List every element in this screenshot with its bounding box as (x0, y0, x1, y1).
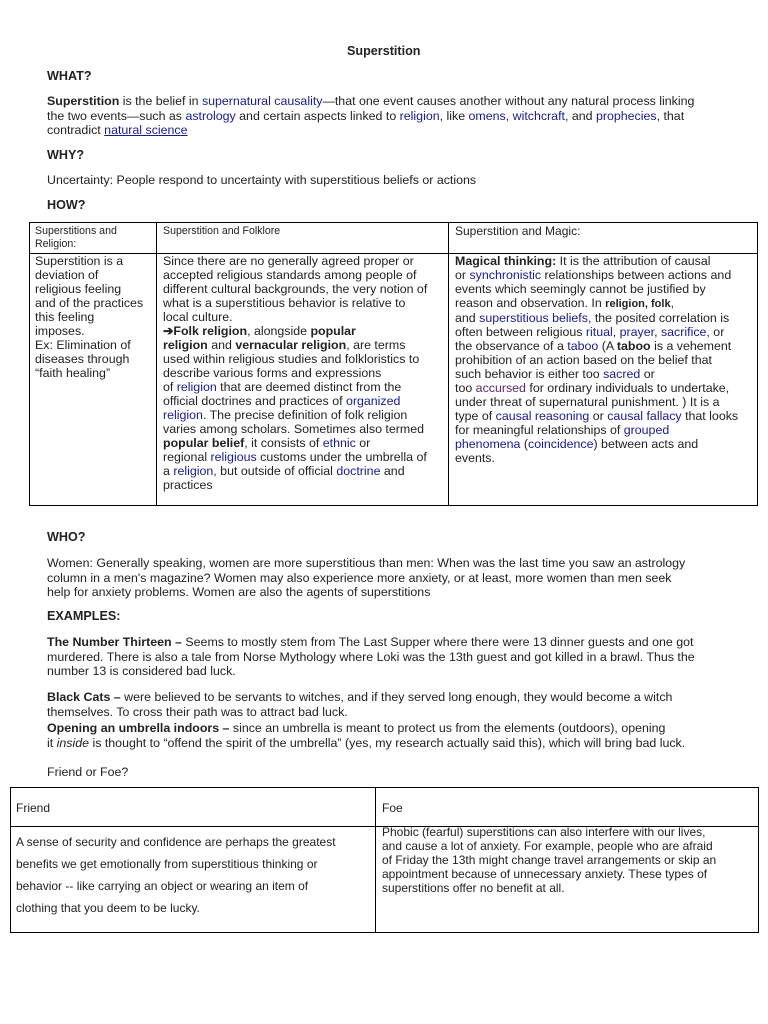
why-text: Uncertainty: People respond to uncertainty with superstitious beliefs or actions (47, 173, 477, 187)
link-astrology[interactable]: astrology (185, 108, 236, 123)
link-synchronistic[interactable]: synchronistic (469, 268, 542, 282)
text: too (455, 381, 476, 395)
link-omens[interactable]: omens (468, 108, 506, 123)
link-prophecies[interactable]: prophecies (595, 108, 657, 123)
text: the observance of a (455, 339, 568, 353)
header-line: Superstitions and (35, 225, 117, 237)
link-organized-religion-2[interactable]: religion (163, 408, 203, 422)
ff-border-left (10, 787, 11, 933)
text: , alongside (247, 324, 311, 338)
text-line: varies among scholars. Sometimes also termed (163, 422, 424, 436)
text-line: deviation of (35, 268, 99, 282)
text: is a vehement (650, 339, 732, 353)
black-cats-title: Black Cats – (47, 690, 121, 704)
col1-header (35, 225, 117, 251)
example-black-cats (47, 690, 672, 719)
foe-body (382, 825, 716, 895)
text-line: appointment because of unnecessary anxiety. These types of (382, 867, 708, 881)
thirteen-title: The Number Thirteen – (47, 635, 182, 649)
text: , that (656, 108, 685, 123)
link-sacrifice[interactable]: sacrifice (660, 325, 707, 339)
col3-body (455, 254, 738, 465)
example-thirteen (47, 635, 695, 679)
text: is thought to “offend the spirit of the umbrella” (yes, my research actually said this), which will bring bad luck. (89, 735, 686, 750)
header-line: Religion: (35, 238, 77, 250)
text-line: what is a superstitious behavior is relative to (163, 296, 406, 310)
text: ) between acts and (593, 437, 699, 451)
friend-body (16, 831, 336, 919)
text-line: practices (163, 478, 213, 492)
taboo-term: taboo (616, 339, 651, 353)
vernacular-religion-term: vernacular religion (235, 338, 347, 352)
link-religion-3[interactable]: religion (173, 464, 214, 478)
friend-or-foe-label: Friend or Foe? (47, 765, 129, 779)
col2-body (163, 254, 427, 492)
text: It is the attribution of causal (556, 254, 711, 268)
what-paragraph (47, 94, 694, 138)
text: , it consists of (244, 436, 323, 450)
ff-border-top (10, 787, 759, 788)
text-line: different cultural backgrounds, the very notion of (163, 282, 428, 296)
text-line: Women: Generally speaking, women are more superstitious than men: When was the last time you saw an astrology (47, 556, 686, 570)
text: or (640, 367, 655, 381)
popular-belief-term: popular belief (163, 436, 245, 450)
text-line: and cause a lot of anxiety. For example, people who are afraid (382, 839, 713, 853)
text: and (455, 311, 480, 325)
umbrella-title: Opening an umbrella indoors – (47, 721, 230, 735)
text-line: Since there are no generally agreed proper or (163, 254, 414, 268)
text-line: benefits we get emotionally from superstitious thinking or (16, 857, 318, 871)
table-border-top (29, 222, 758, 223)
text: to (405, 352, 420, 366)
text: of (163, 380, 177, 394)
col3-header: Superstition and Magic: (455, 224, 581, 238)
text-line: describe various forms and expressions (163, 366, 382, 380)
text: that looks (681, 409, 739, 423)
text: it (47, 735, 57, 750)
text: used within (163, 352, 229, 366)
text-line: under threat of supernatural punishment. ) It is a (455, 395, 720, 409)
link-causal-fallacy[interactable]: causal fallacy (607, 409, 682, 423)
text: since an umbrella is meant to protect us from the elements (outdoors), opening (229, 721, 666, 735)
text: for meaningful relationships of (455, 423, 624, 437)
table-border-bottom (29, 505, 758, 506)
religion-term: religion (163, 338, 208, 352)
who-heading: WHO? (47, 530, 86, 544)
link-grouped-phenomena[interactable]: grouped (623, 423, 670, 437)
religion-folk-term: religion, folk (605, 298, 671, 310)
foe-header: Foe (382, 801, 403, 815)
text: , the posited correlation is (587, 311, 730, 325)
text-line: accepted religious standards among people of (163, 268, 417, 282)
text: is the belief in (119, 94, 202, 108)
text: relationships between actions and (541, 268, 732, 282)
table-divider-1 (156, 222, 157, 506)
why-heading: WHY? (47, 148, 85, 162)
text: , (505, 108, 513, 123)
text-line: superstitions offer no benefit at all. (382, 881, 565, 895)
link-phenomena[interactable]: phenomena (455, 437, 521, 451)
text-line: events which seemingly cannot be justified by (455, 282, 706, 296)
how-heading: HOW? (47, 198, 86, 212)
text-line: of Friday the 13th might change travel arrangements or skip an (382, 853, 717, 867)
text: the two events—such as (47, 108, 186, 123)
page-title: Superstition (347, 44, 421, 58)
text: for ordinary individuals to undertake, (525, 381, 730, 395)
link-ritual[interactable]: ritual (585, 325, 613, 339)
text: Seems to mostly stem from The Last Supper where there were 13 dinner guests and one got (181, 635, 694, 649)
text-line: help for anxiety problems. Women are also the agents of superstitions (47, 585, 431, 600)
link-accursed[interactable]: accursed (475, 381, 526, 395)
text: customs under the umbrella of (256, 450, 427, 464)
text-line: events. (455, 451, 495, 465)
magical-thinking-term: Magical thinking: (455, 254, 557, 268)
link-religious[interactable]: religious (210, 450, 257, 464)
text: ( (520, 437, 529, 451)
link-witchcraft[interactable]: witchcraft (512, 108, 565, 123)
text-line: diseases through (35, 352, 130, 366)
link-organized-religion[interactable]: organized (345, 394, 401, 408)
ff-border-bottom (10, 932, 759, 933)
link-prayer[interactable]: prayer (619, 325, 655, 339)
table-border-left (29, 222, 30, 506)
example-umbrella (47, 721, 685, 750)
text-line: column in a men's magazine? Women may also experience more anxiety, or at least, more women than men seek (47, 570, 672, 585)
examples-heading: EXAMPLES: (47, 609, 121, 623)
folk-religion-term: Folk religion (173, 324, 248, 338)
ff-divider (375, 787, 376, 933)
col2-header: Superstition and Folklore (163, 225, 281, 237)
friend-header: Friend (16, 801, 51, 815)
text: contradict (47, 123, 105, 138)
arrow-icon: ➔ (163, 324, 174, 338)
table-border-right (757, 222, 758, 506)
text: a (163, 464, 174, 478)
link-causal-reasoning[interactable]: causal reasoning (495, 409, 590, 423)
text-line: A sense of security and confidence are perhaps the greatest (16, 835, 336, 849)
ff-border-right (758, 787, 759, 933)
text: and (317, 352, 345, 366)
link-taboo[interactable]: taboo (567, 339, 599, 353)
link-doctrine[interactable]: doctrine (336, 464, 381, 478)
text: , but outside of official (213, 464, 337, 478)
link-religion[interactable]: religion (176, 380, 217, 394)
text-line: and of the practices (35, 296, 144, 310)
what-heading: WHAT? (47, 69, 92, 83)
religious-studies: religious studies (228, 352, 318, 366)
text: —that one event causes another without any natural process linking (322, 94, 695, 108)
link-superstitious-beliefs[interactable]: superstitious beliefs (479, 311, 588, 325)
text: and certain aspects linked to (235, 108, 400, 123)
text: or (355, 436, 371, 450)
text-line: murdered. There is also a tale from Norse Mythology where Loki was the 13th guest and got killed in a brawl. Thus the (47, 649, 695, 664)
folkloristics: folkloristics (344, 352, 406, 366)
text-line: prohibition of an action based on the belief that (455, 353, 712, 367)
text-line: behavior -- like carrying an object or wearing an item of (16, 879, 309, 893)
text: official doctrines and practices of (163, 394, 346, 408)
text: , are terms (346, 338, 406, 352)
who-paragraph (47, 556, 685, 600)
link-coincidence[interactable]: coincidence (528, 437, 594, 451)
text: . The precise definition of folk religion (202, 408, 408, 422)
text: were believed to be servants to witches, and if they served long enough, they would become a witch (120, 690, 673, 704)
text-line: imposes. (35, 324, 85, 338)
link-sacred[interactable]: sacred (603, 367, 641, 381)
link-ethnic[interactable]: ethnic (322, 436, 356, 450)
text: or (589, 409, 608, 423)
text-line: clothing that you deem to be lucky. (16, 901, 200, 915)
superstition-term: Superstition (47, 94, 120, 108)
text-line: number 13 is considered bad luck. (47, 664, 236, 679)
text: type of (455, 409, 496, 423)
text: reason and observation. In (455, 296, 606, 310)
text: such behavior is either too (455, 367, 604, 381)
text: often between religious (455, 325, 586, 339)
text: and (380, 464, 405, 478)
text-line: this feeling (35, 310, 95, 324)
link-supernatural-causality[interactable]: supernatural causality (201, 94, 323, 108)
text: or (455, 268, 470, 282)
col1-body (35, 254, 143, 380)
text: , like (439, 108, 469, 123)
text: , (612, 325, 620, 339)
text: and (207, 338, 236, 352)
link-religion[interactable]: religion (399, 108, 440, 123)
text-line: themselves. To cross their path was to attract bad luck. (47, 704, 348, 719)
text-line: religious feeling (35, 282, 122, 296)
text: that are deemed distinct from the (216, 380, 402, 394)
text: (A (598, 339, 617, 353)
text: , (654, 325, 661, 339)
text: , (670, 296, 675, 310)
text-line: local culture. (163, 310, 233, 324)
text: , or (706, 325, 725, 339)
inside-italic: inside (56, 735, 90, 750)
text-line: Superstition is a (35, 254, 124, 268)
text-line: Phobic (fearful) superstitions can also interfere with our lives, (382, 825, 706, 839)
table-divider-2 (448, 222, 449, 506)
text: regional (163, 450, 211, 464)
popular-term: popular (310, 324, 356, 338)
text-line: “faith healing” (35, 366, 111, 380)
link-natural-science[interactable]: natural science (104, 123, 188, 138)
text: , and (564, 108, 596, 123)
text-line: Ex: Elimination of (35, 338, 131, 352)
